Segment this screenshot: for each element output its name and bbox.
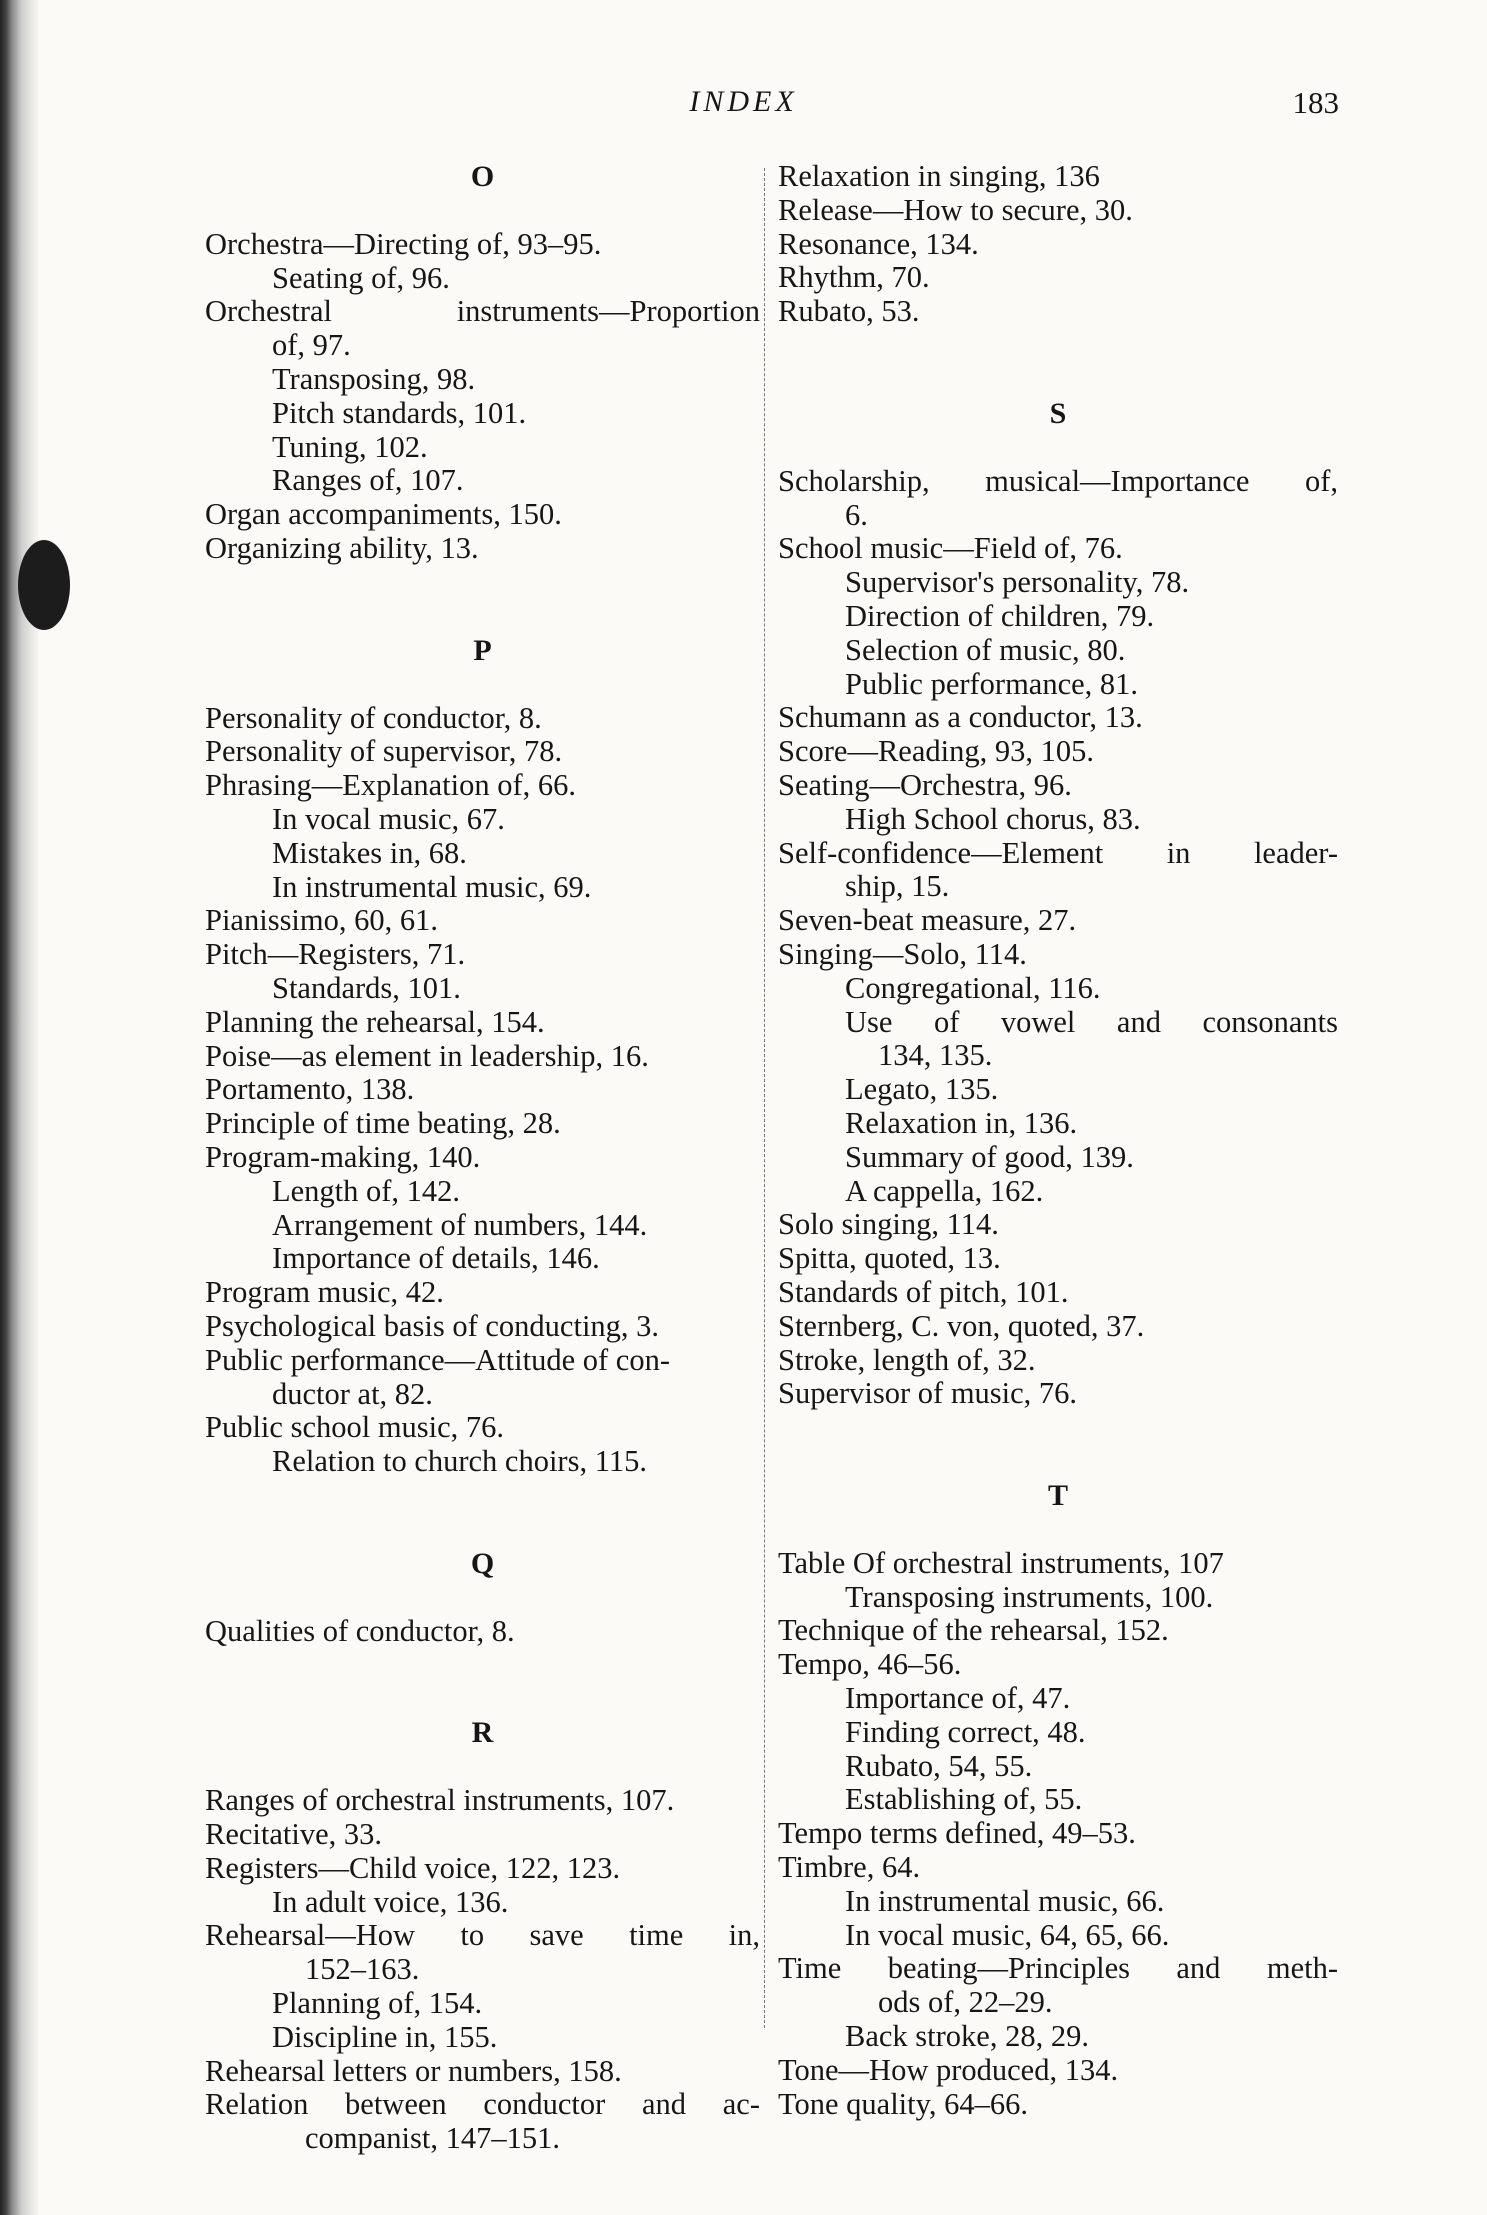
section-letter: T	[1047, 1479, 1068, 1513]
index-entry: Tone quality, 64–66.	[778, 2086, 1029, 2121]
index-subentry: In instrumental music, 69.	[272, 869, 592, 904]
section-spacer	[205, 1750, 760, 1784]
page-binding-edge	[0, 0, 38, 2215]
index-entry: Pianissimo, 60, 61.	[205, 903, 439, 938]
index-entry: Public school music, 76.	[205, 1410, 505, 1445]
index-entry: School music—Field of, 76.	[778, 531, 1123, 566]
index-entry: Rehearsal—How to save time in,	[205, 1918, 760, 1953]
index-entry: Recitative, 33.	[205, 1817, 383, 1852]
index-entry-continuation: ductor at, 82.	[272, 1376, 433, 1411]
index-entry: Table Of orchestral instruments, 107	[778, 1545, 1224, 1580]
index-entry: Singing—Solo, 114.	[778, 936, 1027, 971]
index-entry-continuation: 134, 135.	[878, 1038, 993, 1073]
index-subentry: A cappella, 162.	[845, 1173, 1044, 1208]
index-subentry: Seating of, 96.	[272, 260, 450, 295]
section-letter: R	[471, 1716, 494, 1750]
index-entry: Program music, 42.	[205, 1275, 444, 1310]
index-subentry: Summary of good, 139.	[845, 1139, 1134, 1174]
index-column-left	[205, 160, 760, 2156]
section-spacer	[205, 1648, 760, 1716]
index-entry: Release—How to secure, 30.	[778, 192, 1133, 227]
index-entry: Timbre, 64.	[778, 1850, 921, 1885]
index-subentry: Finding correct, 48.	[845, 1714, 1086, 1749]
index-subentry: Selection of music, 80.	[845, 632, 1126, 667]
index-subentry: Transposing instruments, 100.	[845, 1579, 1214, 1614]
section-spacer	[778, 1411, 1338, 1479]
index-entry: Time beating—Principles and meth-	[778, 1951, 1338, 1986]
index-entry: Seating—Orchestra, 96.	[778, 767, 1072, 802]
index-entry: Standards of pitch, 101.	[778, 1274, 1069, 1309]
binding-ink-blot	[18, 540, 70, 630]
index-entry: Schumann as a conductor, 13.	[778, 700, 1143, 735]
index-entry: Ranges of orchestral instruments, 107.	[205, 1783, 675, 1818]
index-subentry: Back stroke, 28, 29.	[845, 2019, 1089, 2054]
index-subentry: Public performance, 81.	[845, 666, 1139, 701]
index-subentry: Arrangement of numbers, 144.	[272, 1207, 648, 1242]
index-entry: Organ accompaniments, 150.	[205, 497, 562, 532]
index-subentry: Establishing of, 55.	[845, 1782, 1083, 1817]
index-subentry: Relation to church choirs, 115.	[272, 1444, 647, 1479]
section-spacer	[205, 194, 760, 228]
index-subentry: Mistakes in, 68.	[272, 835, 467, 870]
index-entry-continuation: 6.	[845, 497, 868, 532]
index-entry: Technique of the rehearsal, 152.	[778, 1613, 1169, 1648]
index-entry: Personality of supervisor, 78.	[205, 734, 563, 769]
index-entry: Personality of conductor, 8.	[205, 700, 542, 735]
index-entry: Poise—as element in leadership, 16.	[205, 1038, 649, 1073]
index-subentry: High School chorus, 83.	[845, 801, 1141, 836]
index-entry: Rehearsal letters or numbers, 158.	[205, 2053, 622, 2088]
section-spacer	[778, 329, 1338, 397]
index-entry-continuation: of, 97.	[272, 328, 351, 363]
index-subentry: Supervisor's personality, 78.	[845, 565, 1190, 600]
section-letter: O	[470, 160, 495, 193]
index-entry: Seven-beat measure, 27.	[778, 903, 1077, 938]
index-entry-continuation: ship, 15.	[845, 869, 950, 904]
index-entry: Rhythm, 70.	[778, 260, 930, 295]
index-entry: Principle of time beating, 28.	[205, 1106, 561, 1141]
index-subentry: Planning of, 154.	[272, 1986, 483, 2021]
index-subentry: Standards, 101.	[272, 970, 461, 1005]
index-entry: Rubato, 53.	[778, 294, 920, 329]
index-entry: Resonance, 134.	[778, 226, 979, 261]
index-entry: Tempo, 46–56.	[778, 1647, 962, 1682]
index-entry: Planning the rehearsal, 154.	[205, 1004, 545, 1039]
index-subentry: Pitch standards, 101.	[272, 395, 527, 430]
index-entry: Qualities of conductor, 8.	[205, 1613, 515, 1648]
index-subentry: In adult voice, 136.	[272, 1884, 509, 1919]
index-entry: Self-confidence—Element in leader-	[778, 835, 1338, 870]
index-subentry: Importance of details, 146.	[272, 1241, 600, 1276]
index-entry: Program-making, 140.	[205, 1139, 481, 1174]
index-subentry: Importance of, 47.	[845, 1681, 1071, 1716]
index-entry: Spitta, quoted, 13.	[778, 1241, 1001, 1276]
index-entry: Sternberg, C. von, quoted, 37.	[778, 1308, 1145, 1343]
index-subentry: Use of vowel and consonants	[845, 1004, 1338, 1039]
index-entry: Phrasing—Explanation of, 66.	[205, 768, 577, 803]
section-spacer	[205, 1581, 760, 1615]
index-entry: Public performance—Attitude of con-	[205, 1342, 670, 1377]
index-entry: Scholarship, musical—Importance of,	[778, 463, 1338, 498]
index-subentry: Legato, 135.	[845, 1072, 999, 1107]
index-entry-continuation: ods of, 22–29.	[878, 1985, 1053, 2020]
index-entry: Solo singing, 114.	[778, 1207, 999, 1242]
index-subentry: Transposing, 98.	[272, 361, 476, 396]
section-spacer	[778, 431, 1338, 465]
index-entry: Stroke, length of, 32.	[778, 1342, 1036, 1377]
index-entry: Relaxation in singing, 136	[778, 159, 1100, 193]
index-subentry: Relaxation in, 136.	[845, 1105, 1078, 1140]
index-subentry: In vocal music, 64, 65, 66.	[845, 1917, 1170, 1952]
index-subentry: Congregational, 116.	[845, 970, 1101, 1005]
column-divider	[764, 168, 765, 2028]
index-subentry: Discipline in, 155.	[272, 2019, 498, 2054]
index-entry: Pitch—Registers, 71.	[205, 937, 466, 972]
section-spacer	[778, 1513, 1338, 1547]
index-entry: Organizing ability, 13.	[205, 530, 479, 565]
index-entry: Tone—How produced, 134.	[778, 2052, 1119, 2087]
index-entry: Relation between conductor and ac-	[205, 2087, 760, 2122]
index-entry-continuation: 152–163.	[305, 1952, 420, 1987]
index-subentry: Rubato, 54, 55.	[845, 1748, 1033, 1783]
index-entry: Psychological basis of conducting, 3.	[205, 1308, 660, 1343]
index-subentry: Direction of children, 79.	[845, 598, 1155, 633]
page-number: 183	[1292, 85, 1339, 120]
section-spacer	[205, 668, 760, 702]
index-subentry: In vocal music, 67.	[272, 801, 505, 836]
running-head-title: INDEX	[689, 85, 798, 118]
index-subentry: Length of, 142.	[272, 1173, 461, 1208]
index-subentry: In instrumental music, 66.	[845, 1883, 1165, 1918]
section-letter: S	[1049, 396, 1067, 430]
section-letter: Q	[470, 1546, 495, 1580]
index-entry: Orchestral instruments—Proportion	[205, 294, 760, 329]
index-subentry: Ranges of, 107.	[272, 463, 464, 498]
index-entry: Orchestra—Directing of, 93–95.	[205, 226, 602, 261]
index-subentry: Tuning, 102.	[272, 429, 428, 464]
index-entry-continuation: companist, 147–151.	[305, 2121, 560, 2156]
index-entry: Portamento, 138.	[205, 1072, 415, 1107]
section-letter: P	[473, 633, 492, 667]
index-entry: Registers—Child voice, 122, 123.	[205, 1850, 621, 1885]
section-spacer	[205, 566, 760, 634]
index-entry: Tempo terms defined, 49–53.	[778, 1816, 1136, 1851]
index-entry: Supervisor of music, 76.	[778, 1376, 1078, 1411]
section-spacer	[205, 1479, 760, 1547]
index-column-right	[778, 160, 1338, 2121]
index-entry: Score—Reading, 93, 105.	[778, 734, 1094, 769]
